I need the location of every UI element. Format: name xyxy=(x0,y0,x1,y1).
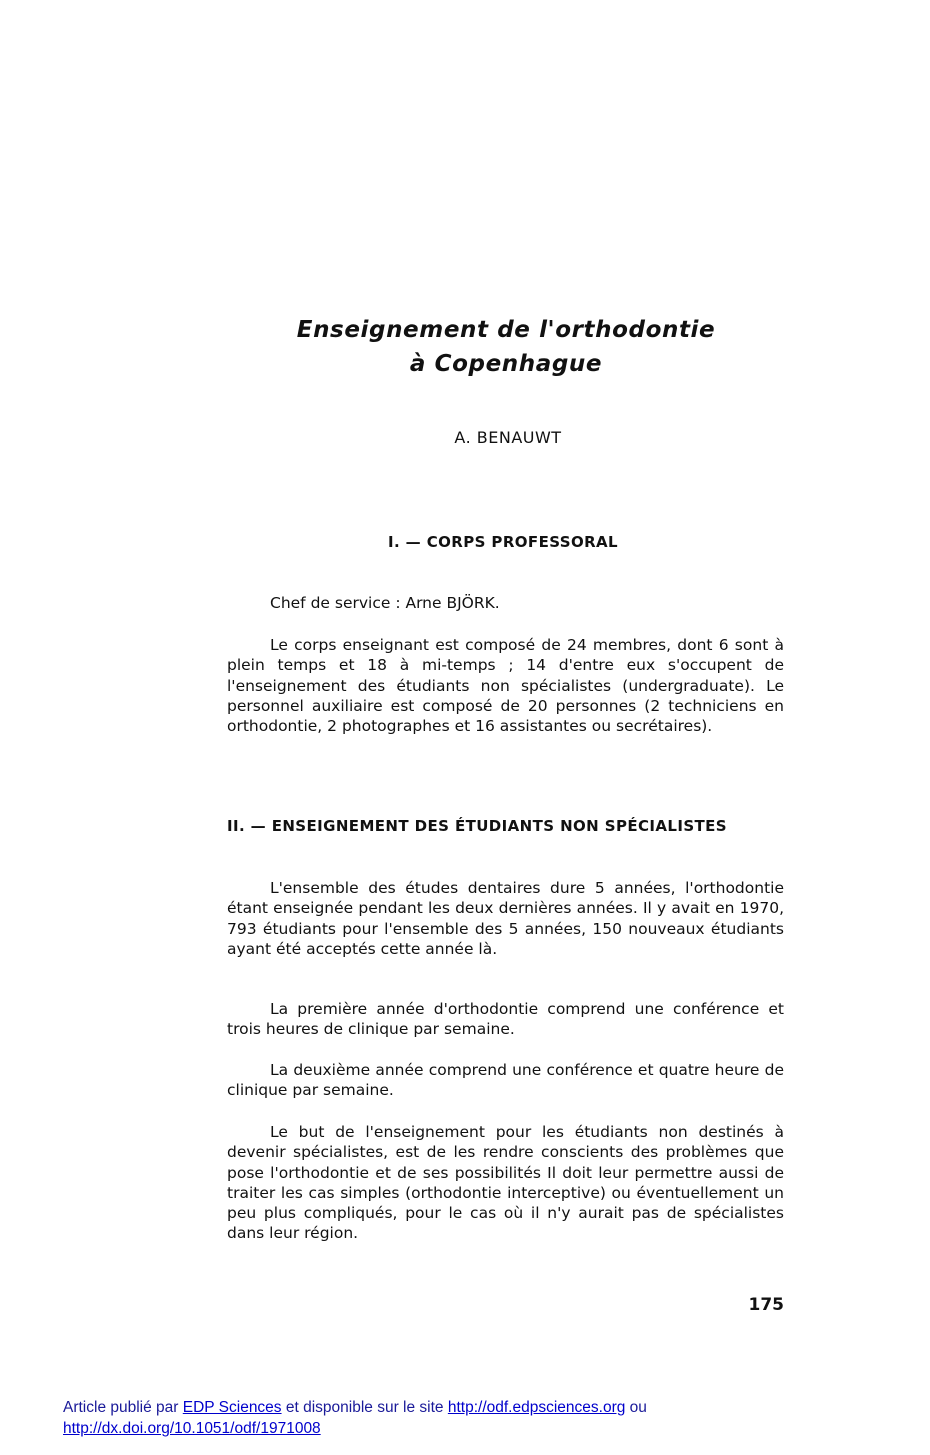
section-1-paragraph: Le corps enseignant est composé de 24 membres, dont 6 sont à plein temps et 18 à mi-temps ; 14 d'entre eux s'occupent de l'enseignement des étudiants non spécialistes (undergraduate). Le personnel auxiliaire est composé de 20 personnes (2 techniciens en orthodontie, 2 photographes et 16 assistantes ou secrétaires). xyxy=(227,636,784,736)
author-name: A. BENAUWT xyxy=(454,428,562,447)
section-2-paragraph-2: La première année d'orthodontie comprend une conférence et trois heures de clinique par semaine. xyxy=(227,1000,784,1039)
section-2-paragraph-3: La deuxième année comprend une conférence et quatre heure de clinique par semaine. xyxy=(227,1061,784,1100)
section-2-heading: II. — ENSEIGNEMENT DES ÉTUDIANTS NON SPÉCIALISTES xyxy=(227,817,728,835)
doi-link[interactable]: http://dx.doi.org/10.1051/odf/1971008 xyxy=(63,1420,321,1437)
article-title-line-1: Enseignement de l'orthodontie xyxy=(296,317,716,343)
section-1-heading: I. — CORPS PROFESSORAL xyxy=(387,533,619,551)
page-number: 175 xyxy=(748,1295,784,1315)
edp-sciences-link[interactable]: EDP Sciences xyxy=(182,1399,282,1416)
section-2-paragraph-4: Le but de l'enseignement pour les étudiants non destinés à devenir spécialistes, est de les rendre conscients des problèmes que pose l'orthodontie et de ses possibilités Il doit leur permettre aussi de traiter les cas simples (orthodontie interceptive) ou éventuellement un peu plus compliqués, pour le cas où il n'y aurait pas de spécialistes dans leur région. xyxy=(227,1123,784,1243)
journal-site-link[interactable]: http://odf.edpsciences.org xyxy=(447,1399,626,1416)
publication-footer xyxy=(63,1397,803,1439)
section-2-paragraph-1: L'ensemble des études dentaires dure 5 années, l'orthodontie étant enseignée pendant les deux dernières années. Il y avait en 1970, 793 étudiants pour l'ensemble des 5 années, 150 nouveaux étudiants ayant été acceptés cette année là. xyxy=(227,879,784,958)
article-title-line-2: à Copenhague xyxy=(409,351,603,377)
section-1-chef-line: Chef de service : Arne BJÖRK. xyxy=(270,594,500,612)
footer-prefix-text: Article publié par xyxy=(63,1399,183,1416)
footer-suffix-text: ou xyxy=(625,1399,647,1416)
footer-middle-text: et disponible sur le site xyxy=(281,1399,448,1416)
